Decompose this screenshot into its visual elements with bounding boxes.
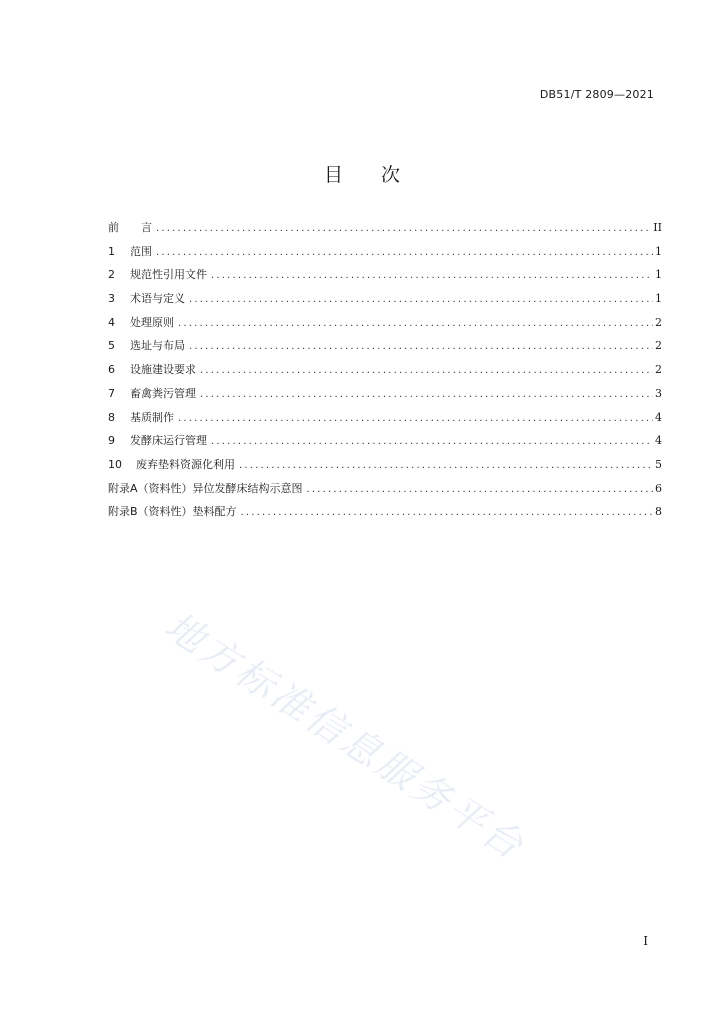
toc-leader (178, 318, 653, 329)
toc-entry-number: 1 (108, 244, 115, 258)
toc-entry-label: 规范性引用文件 (130, 268, 207, 282)
toc-entry-label: 处理原则 (130, 315, 174, 329)
toc-leader (239, 460, 653, 471)
toc-leader (200, 365, 653, 376)
toc-leader (200, 389, 653, 400)
toc-entry-5[interactable] (108, 337, 662, 361)
title-char-right: 次 (381, 164, 401, 186)
page-title (0, 160, 724, 187)
toc-entry-label: 术语与定义 (130, 292, 185, 306)
toc-entry-page: 2 (655, 315, 662, 329)
toc-entry-page: 1 (655, 268, 662, 282)
toc-entry-page: 4 (655, 434, 662, 448)
toc-entry-label: 附录B（资料性）垫料配方 (108, 505, 237, 519)
toc-entry-number: 3 (108, 292, 115, 306)
toc-entry-number: 10 (108, 457, 122, 471)
toc-leader (307, 484, 653, 495)
toc-entry-number: 8 (108, 410, 115, 424)
toc-leader (189, 341, 653, 352)
toc-entry-7[interactable] (108, 385, 662, 409)
toc-entry-page: 1 (655, 292, 662, 306)
title-char-left: 目 (323, 164, 343, 186)
document-code: DB51/T 2809—2021 (539, 88, 654, 101)
toc-leader (178, 413, 653, 424)
toc-entry-2[interactable] (108, 266, 662, 290)
toc-entry-label: 范围 (130, 244, 152, 258)
toc-entry-label: 基质制作 (130, 410, 174, 424)
toc-entry-label: 附录A（资料性）异位发酵床结构示意图 (108, 481, 303, 495)
toc-entry-label: 发酵床运行管理 (130, 434, 207, 448)
toc-entry-label: 选址与布局 (130, 339, 185, 353)
toc-leader (211, 436, 653, 447)
toc-entry-number: 9 (108, 434, 115, 448)
table-of-contents (108, 219, 662, 527)
toc-entry-page: 3 (655, 386, 662, 400)
toc-leader (156, 247, 653, 258)
toc-entry-10[interactable] (108, 456, 662, 480)
toc-entry-page: 5 (655, 457, 662, 471)
toc-entry-3[interactable] (108, 290, 662, 314)
toc-entry-label: 废弃垫料资源化利用 (136, 457, 235, 471)
toc-entry-page: 2 (655, 339, 662, 353)
toc-entry-page: 4 (655, 410, 662, 424)
toc-entry-page: 8 (655, 505, 662, 519)
toc-entry-9[interactable] (108, 432, 662, 456)
toc-entry-number: 5 (108, 339, 115, 353)
toc-entry-page: 6 (655, 481, 662, 495)
toc-entry-appendix-a[interactable] (108, 480, 662, 504)
toc-entry-label: 前 言 (108, 221, 152, 234)
toc-leader (211, 270, 653, 281)
toc-entry-page: 1 (655, 244, 662, 258)
toc-entry-page: II (653, 221, 662, 234)
toc-entry-1[interactable] (108, 243, 662, 267)
toc-entry-6[interactable] (108, 361, 662, 385)
toc-entry-4[interactable] (108, 314, 662, 338)
toc-leader (241, 507, 653, 518)
toc-entry-number: 7 (108, 386, 115, 400)
toc-entry-foreword[interactable] (108, 219, 662, 243)
toc-entry-label: 设施建设要求 (130, 363, 196, 377)
toc-entry-label: 畜禽粪污管理 (130, 386, 196, 400)
page-number: I (643, 934, 648, 948)
toc-entry-8[interactable] (108, 409, 662, 433)
toc-entry-page: 2 (655, 363, 662, 377)
toc-entry-number: 4 (108, 315, 115, 329)
toc-entry-appendix-b[interactable] (108, 503, 662, 527)
toc-entry-number: 6 (108, 363, 115, 377)
toc-leader (189, 294, 653, 305)
toc-leader (156, 223, 651, 234)
watermark: 地方标准信息服务平台 (157, 603, 534, 870)
toc-entry-number: 2 (108, 268, 115, 282)
